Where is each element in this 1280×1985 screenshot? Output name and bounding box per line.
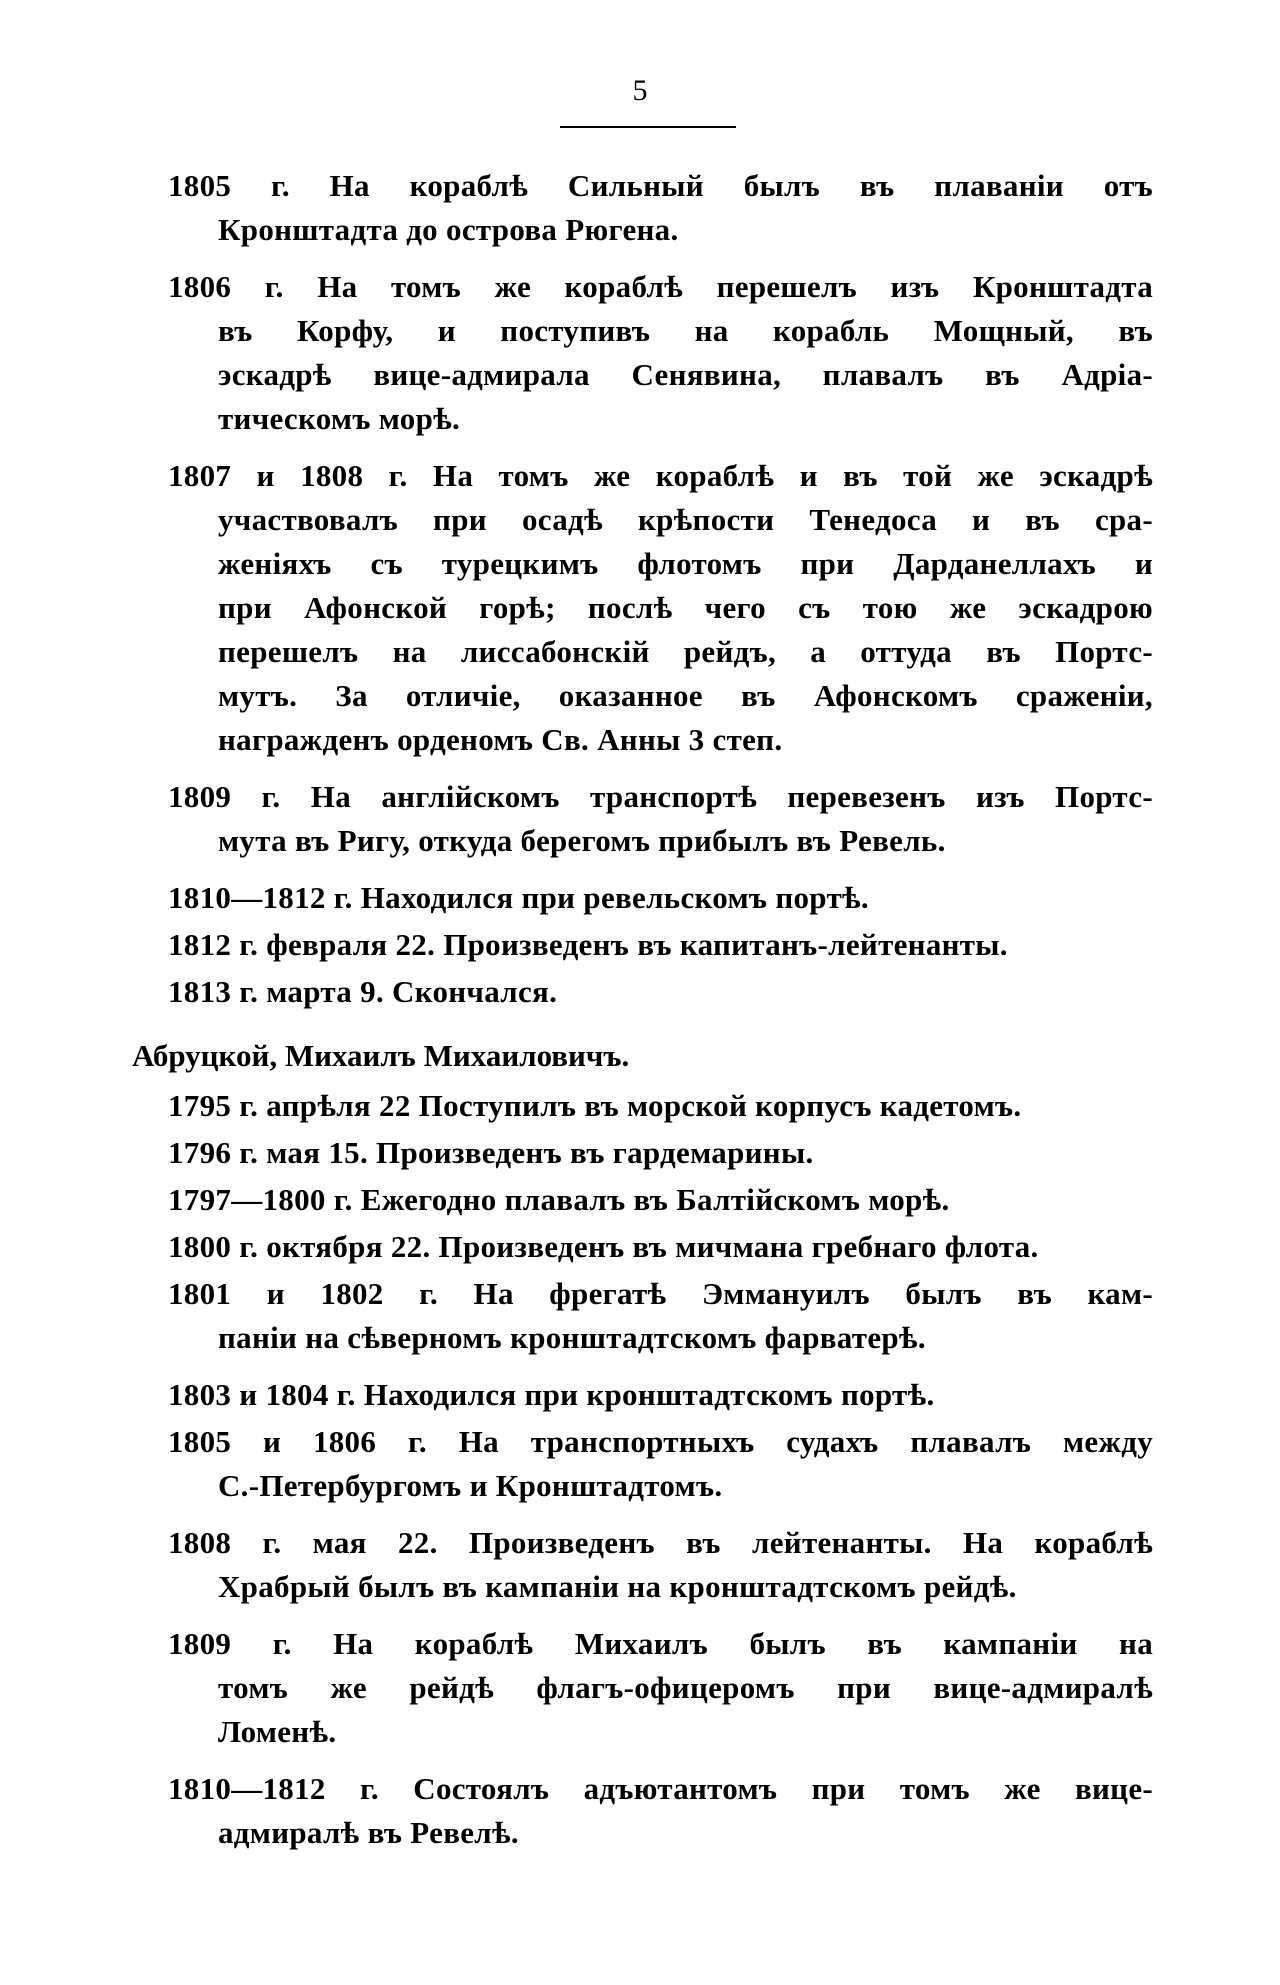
record-line: томъ же рейдѣ флагъ-офицеромъ при вице-адмиралѣ [218,1670,1153,1705]
record-line: 1808 г. мая 22. Произведенъ въ лейтенанты. На кораблѣ [168,1525,1153,1560]
record-line: перешелъ на лиссабонскій рейдъ, а оттуда въ Портс- [218,634,1153,669]
record-entry [168,1622,1153,1754]
record-entry [168,1225,1153,1269]
record-entry [168,775,1153,863]
record-line: въ Корфу, и поступивъ на корабль Мощный, въ [218,313,1153,348]
person-surname: Абруцкой [132,1038,270,1073]
record-line: тическомъ морѣ. [218,401,461,436]
record-line: Кронштадта до острова Рюгена. [218,212,679,247]
record-line: 1810—1812 г. Находился при ревельскомъ портѣ. [168,880,869,915]
record-entry [168,1272,1153,1360]
person-heading [132,1034,1153,1078]
record-line: 1805 и 1806 г. На транспортныхъ судахъ плавалъ между [168,1424,1153,1459]
record-entry [168,1178,1153,1222]
record-line: при Афонской горѣ; послѣ чего съ тою же эскадрою [218,590,1153,625]
record-entry [168,1373,1153,1417]
record-line: 1797—1800 г. Ежегодно плавалъ въ Балтійскомъ морѣ. [168,1182,950,1217]
record-line: участвовалъ при осадѣ крѣпости Тенедоса и въ сра- [218,502,1153,537]
record-line: С.-Петербургомъ и Кронштадтомъ. [218,1468,723,1503]
record-line: 1795 г. апрѣля 22 Поступилъ въ морской корпусъ кадетомъ. [168,1088,1022,1123]
record-entry [168,970,1153,1014]
record-entry [168,1521,1153,1609]
record-line: 1803 и 1804 г. Находился при кронштадтскомъ портѣ. [168,1377,935,1412]
record-line: 1796 г. мая 15. Произведенъ въ гардемарины. [168,1135,814,1170]
record-line: 1800 г. октября 22. Произведенъ въ мичмана гребнаго флота. [168,1229,1039,1264]
record-entry [168,1131,1153,1175]
record-line: 1807 и 1808 г. На томъ же кораблѣ и въ той же эскадрѣ [168,458,1153,493]
record-line: Ломенѣ. [218,1714,337,1749]
record-entry [168,876,1153,920]
record-line: 1806 г. На томъ же кораблѣ перешелъ изъ Кронштадта [168,269,1153,304]
record-line: женіяхъ съ турецкимъ флотомъ при Дарданеллахъ и [218,546,1153,581]
record-line: эскадрѣ вице-адмирала Сенявина, плавалъ въ Адріа- [218,357,1153,392]
record-line: 1809 г. На кораблѣ Михаилъ былъ въ кампаніи на [168,1626,1153,1661]
record-entry [168,1420,1153,1508]
header-rule [560,126,736,128]
record-entry [168,1767,1153,1855]
record-line: мутъ. За отличіе, оказанное въ Афонскомъ сраженіи, [218,678,1153,713]
record-line: награжденъ орденомъ Св. Анны 3 степ. [218,722,783,757]
record-line: 1809 г. На англійскомъ транспортѣ перевезенъ изъ Портс- [168,779,1153,814]
record-line: мута въ Ригу, откуда берегомъ прибылъ въ Ревель. [218,823,946,858]
record-entry [168,265,1153,441]
service-record-previous [168,164,1153,1014]
service-record-abrutskoi [168,1084,1153,1855]
record-entry [168,454,1153,762]
record-line: 1810—1812 г. Состоялъ адъютантомъ при томъ же вице- [168,1771,1153,1806]
record-line: 1805 г. На кораблѣ Сильный былъ въ плаваніи отъ [168,168,1153,203]
record-line: 1801 и 1802 г. На фрегатѣ Эммануилъ былъ въ кам- [168,1276,1153,1311]
record-line: адмиралѣ въ Ревелѣ. [218,1815,519,1850]
record-entry [168,164,1153,252]
page-body [132,164,1153,1868]
record-entry [168,1084,1153,1128]
page-number: 5 [632,74,648,107]
record-line: 1813 г. марта 9. Скончался. [168,974,558,1009]
record-line: 1812 г. февраля 22. Произведенъ въ капитанъ-лейтенанты. [168,927,1008,962]
record-entry [168,923,1153,967]
person-given-names: , Михаилъ Михаиловичъ. [269,1038,630,1073]
record-line: Храбрый былъ въ кампаніи на кронштадтскомъ рейдѣ. [218,1569,1017,1604]
record-line: паніи на сѣверномъ кронштадтскомъ фарватерѣ. [218,1320,926,1355]
